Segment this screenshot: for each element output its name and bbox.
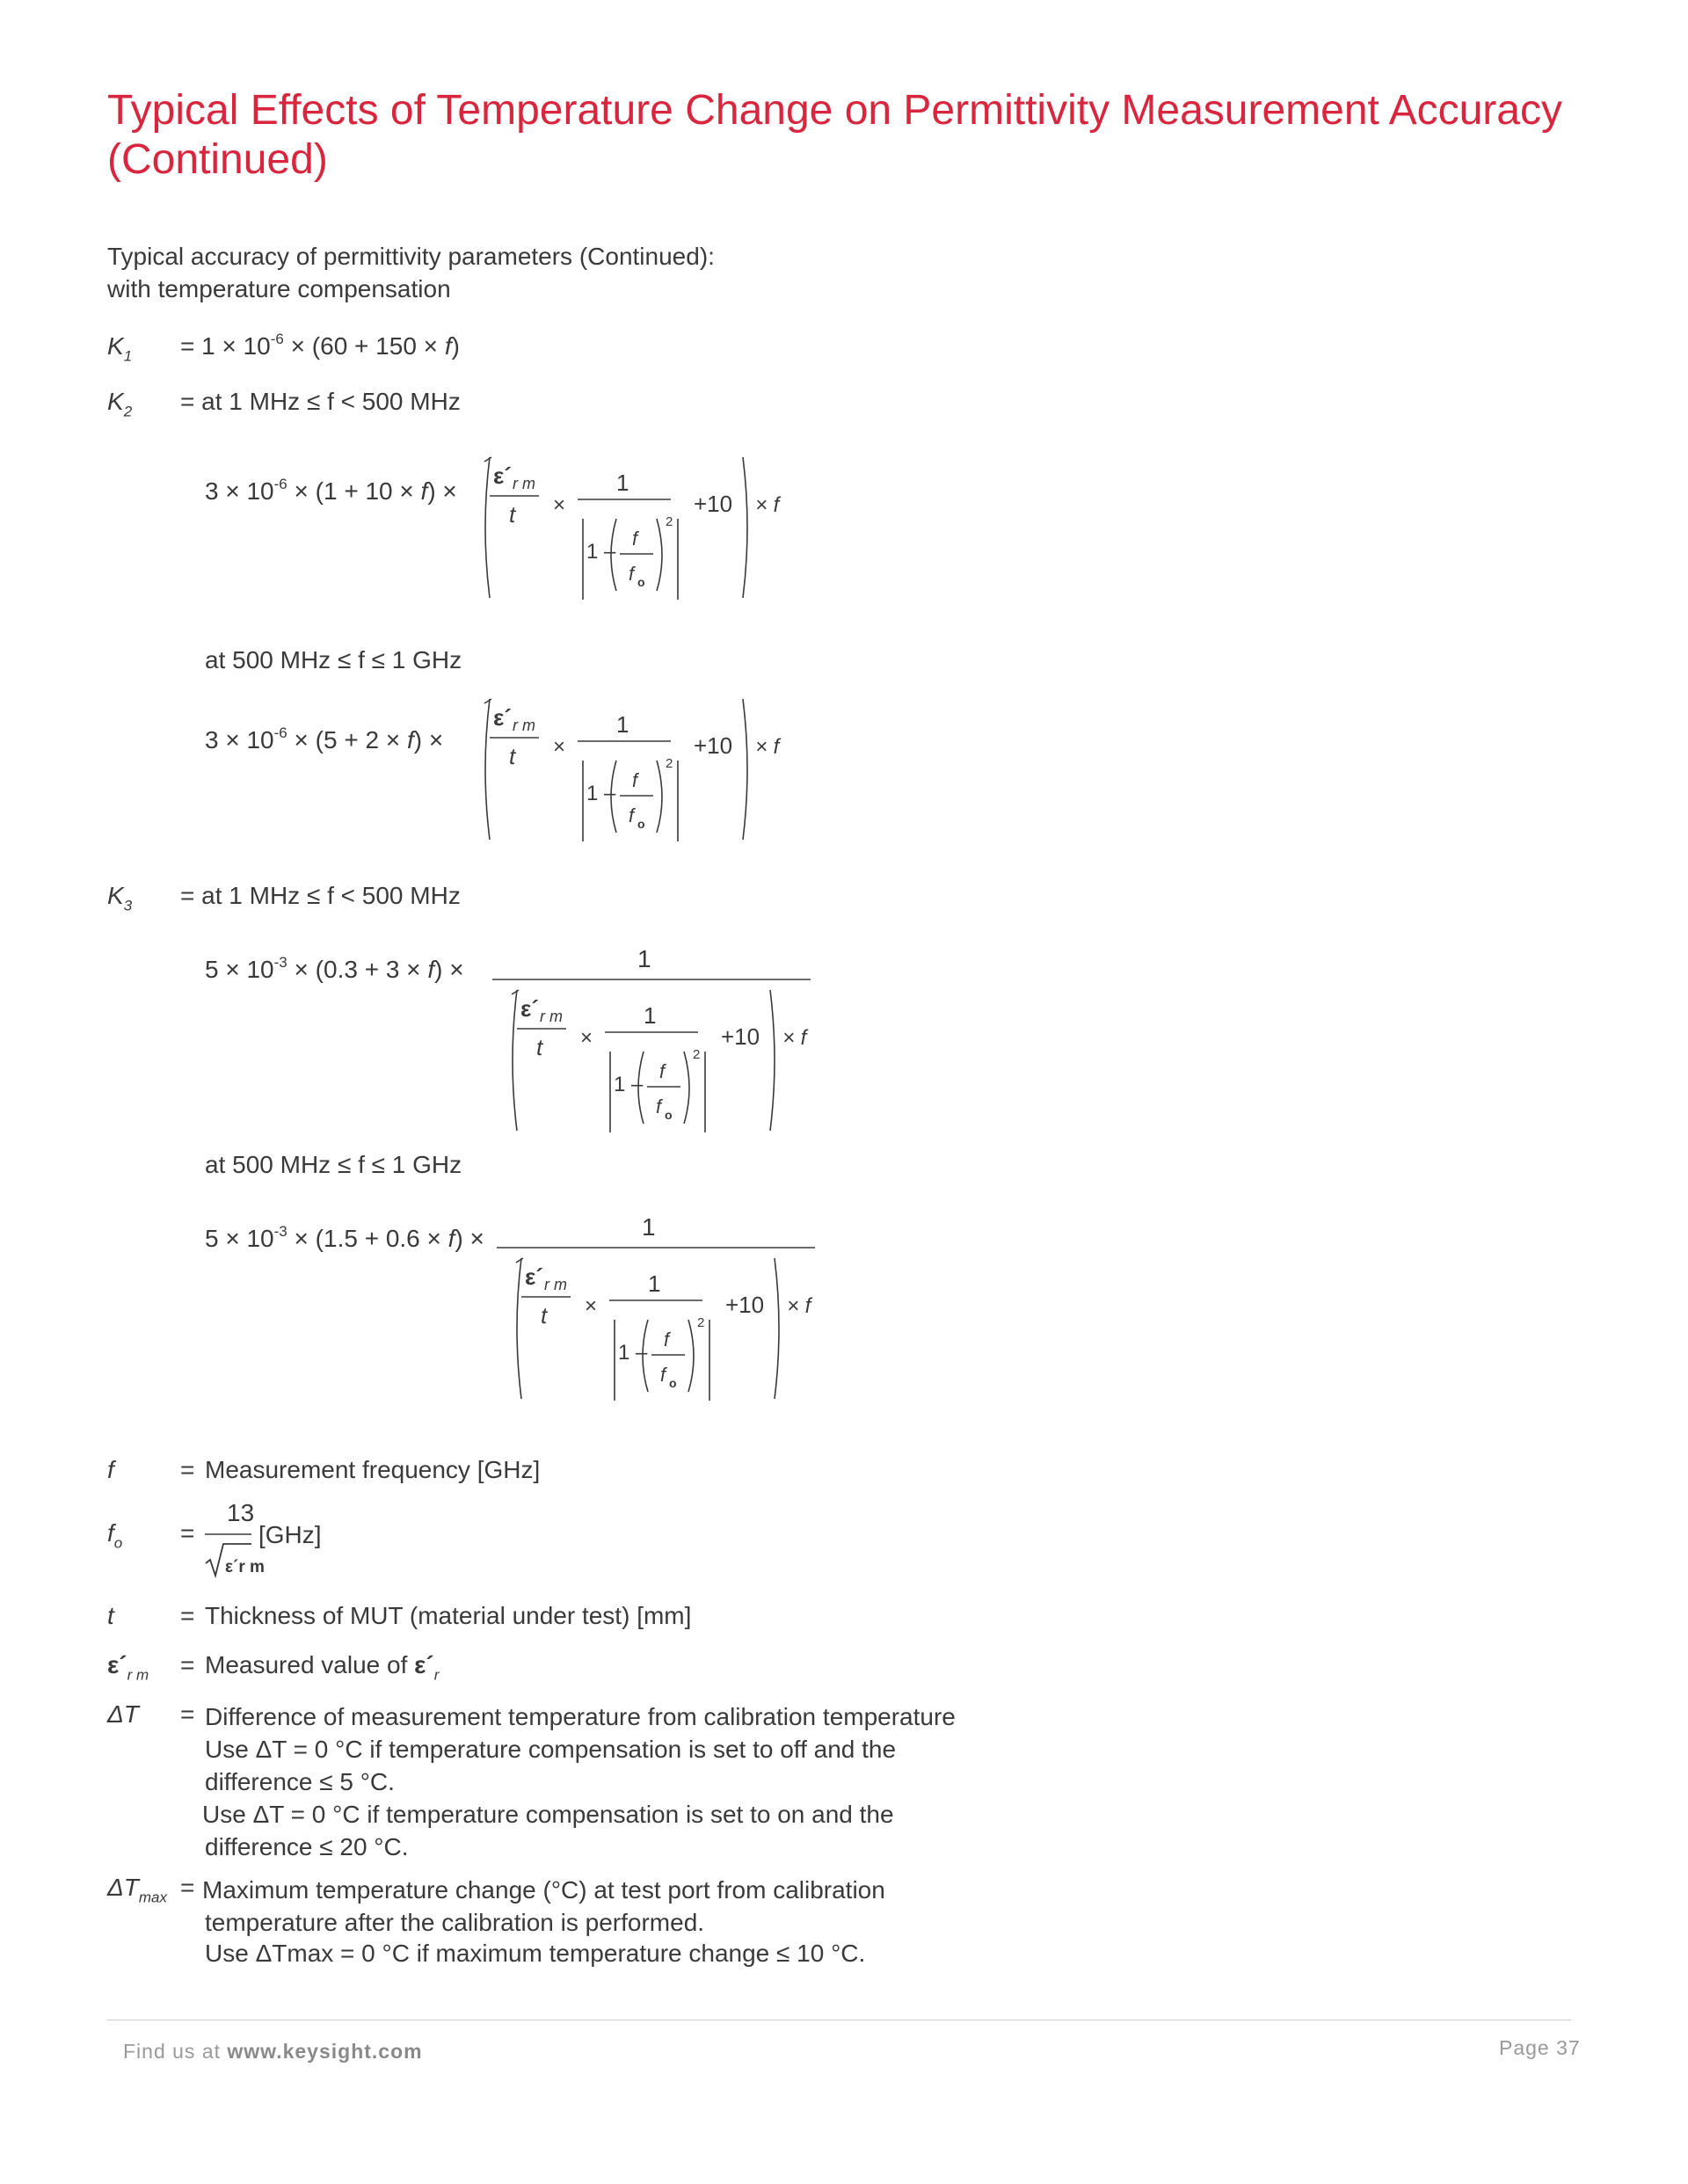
- small-right-paren: [657, 761, 662, 833]
- big-right-paren: [743, 457, 747, 598]
- times-f: × f: [787, 1294, 811, 1318]
- freq-fo-sub: o: [669, 1376, 677, 1390]
- epsilon-sub: r m: [544, 1276, 567, 1293]
- big-left-paren: [517, 1258, 521, 1399]
- big-left-paren: [485, 457, 490, 598]
- def-fo-eq: =: [180, 1519, 195, 1547]
- k1-formula: = $1 \times 10^{-6} \times (60 + 150 \times f)$: [180, 331, 460, 360]
- thickness-t: t: [541, 1302, 548, 1329]
- big-right-paren: [775, 1258, 779, 1399]
- freq-f: f: [632, 769, 638, 791]
- k2-fraction-2: [479, 695, 796, 844]
- k2-fraction-1: [479, 453, 796, 602]
- k3-fraction-1: [492, 941, 826, 1134]
- def-dt-line-4: Use ΔT = 0 °C if temperature compensation is set to on and the: [202, 1801, 894, 1828]
- squared: 2: [666, 514, 673, 529]
- squared: 2: [693, 1047, 701, 1062]
- def-fo-fraction: [200, 1495, 359, 1583]
- def-dtmax-line-3: Use ΔTmax = 0 °C if maximum temperature change ≤ 10 °C.: [205, 1940, 866, 1967]
- one-minus: 1 –: [586, 782, 616, 805]
- numerator-one: 1: [616, 711, 629, 738]
- freq-fo: f: [629, 563, 635, 585]
- k2-range-2: at 500 MHz ≤ f ≤ 1 GHz: [205, 646, 462, 673]
- def-dtmax-symbol: $\Delta T_{max}$: [107, 1874, 168, 1906]
- freq-fo: f: [660, 1364, 666, 1386]
- def-fo-symbol: $f_o$: [107, 1519, 123, 1552]
- def-f-eq: =: [180, 1456, 195, 1483]
- def-dtmax-line-2: temperature after the calibration is performed.: [205, 1909, 705, 1936]
- outer-numerator-one: 1: [637, 945, 651, 972]
- times-sign: ×: [580, 1026, 593, 1050]
- freq-f: f: [659, 1060, 666, 1082]
- one-minus: 1 –: [586, 540, 616, 564]
- times-sign: ×: [553, 735, 566, 759]
- epsilon-r-m: ε´: [525, 1263, 543, 1290]
- k1-symbol: $K_1$: [107, 332, 133, 365]
- thickness-t: t: [509, 501, 516, 528]
- big-right-paren: [770, 990, 775, 1131]
- def-dt-line-1: Difference of measurement temperature from calibration temperature: [205, 1703, 956, 1730]
- numerator-one: 1: [644, 1002, 657, 1029]
- def-fo-denominator: ε´r m: [225, 1558, 265, 1576]
- k2-range-1: = at 1 MHz ≤ f < 500 MHz: [180, 388, 461, 415]
- def-f-text: Measurement frequency [GHz]: [205, 1456, 541, 1483]
- squared: 2: [697, 1315, 705, 1330]
- k3-symbol: $K_3$: [107, 882, 133, 914]
- footer-find-us: Find us at www.keysight.com: [123, 2040, 423, 2063]
- intro-line-1: Typical accuracy of permittivity parameters (Continued):: [107, 243, 715, 270]
- times-f: × f: [755, 735, 780, 759]
- epsilon-sub: r m: [513, 717, 535, 734]
- plus-ten: +10: [694, 491, 733, 517]
- epsilon-r-m: ε´: [520, 995, 539, 1022]
- def-dtmax-eq: =: [180, 1874, 195, 1901]
- k3-fraction-2: [497, 1209, 831, 1402]
- def-dt-line-3: difference ≤ 5 °C.: [205, 1768, 395, 1795]
- def-t-text: Thickness of MUT (material under test) [mm]: [205, 1602, 692, 1629]
- def-eps-eq: =: [180, 1651, 195, 1678]
- k2-symbol: $K_2$: [107, 388, 133, 420]
- footer-link[interactable]: www.keysight.com: [227, 2040, 423, 2063]
- thickness-t: t: [509, 743, 516, 769]
- one-minus: 1 –: [614, 1073, 644, 1096]
- times-f: × f: [755, 493, 780, 517]
- freq-f: f: [632, 528, 638, 550]
- small-right-paren: [688, 1320, 694, 1392]
- k3-formula-1-prefix: $5 \times 10^{-3} \times (0.3 + 3 \times f)$ ×: [205, 954, 464, 983]
- times-f: × f: [782, 1026, 807, 1050]
- outer-numerator-one: 1: [642, 1213, 656, 1241]
- def-dt-symbol: ΔT: [107, 1700, 139, 1728]
- freq-fo-sub: o: [665, 1108, 673, 1122]
- def-fo-unit: [GHz]: [258, 1521, 322, 1548]
- def-dt-line-2: Use ΔT = 0 °C if temperature compensation is set to off and the: [205, 1736, 897, 1763]
- k3-formula-2-prefix: $5 \times 10^{-3} \times (1.5 + 0.6 \times f)$ ×: [205, 1223, 484, 1252]
- epsilon-sub: r m: [540, 1008, 563, 1025]
- freq-fo-sub: o: [637, 575, 645, 589]
- big-right-paren: [743, 699, 747, 840]
- freq-f: f: [664, 1329, 670, 1350]
- def-t-eq: =: [180, 1602, 195, 1629]
- small-right-paren: [684, 1052, 689, 1124]
- plus-ten: +10: [721, 1023, 760, 1050]
- epsilon-r-m: ε´: [493, 704, 512, 731]
- freq-fo: f: [629, 804, 635, 826]
- small-right-paren: [657, 519, 662, 591]
- def-dt-line-5: difference ≤ 20 °C.: [205, 1833, 409, 1860]
- def-dt-eq: =: [180, 1700, 195, 1728]
- k3-range-2: at 500 MHz ≤ f ≤ 1 GHz: [205, 1151, 462, 1178]
- k3-range-1: = at 1 MHz ≤ f < 500 MHz: [180, 882, 461, 909]
- page-title: Typical Effects of Temperature Change on Permittivity Measurement Accuracy (Continued): [107, 87, 1562, 183]
- k2-formula-2-prefix: $3 \times 10^{-6} \times (5 + 2 \times f)$ ×: [205, 724, 444, 753]
- one-minus: 1 –: [618, 1341, 648, 1365]
- epsilon-sub: r m: [513, 475, 535, 492]
- def-eps-text: Measured value of $\varepsilon´_r$: [205, 1651, 440, 1684]
- times-sign: ×: [553, 493, 566, 517]
- squared: 2: [666, 756, 673, 771]
- k2-formula-1-prefix: $3 \times 10^{-6} \times (1 + 10 \times f)$ ×: [205, 476, 457, 505]
- numerator-one: 1: [648, 1270, 661, 1297]
- def-f-symbol: f: [107, 1456, 114, 1483]
- def-t-symbol: t: [107, 1602, 114, 1629]
- freq-fo: f: [656, 1096, 662, 1117]
- big-left-paren: [513, 990, 517, 1131]
- plus-ten: +10: [694, 732, 733, 759]
- def-fo-numerator: 13: [227, 1499, 255, 1526]
- numerator-one: 1: [616, 470, 629, 496]
- footer-page-number: Page 37: [1499, 2036, 1581, 2059]
- big-left-paren: [485, 699, 490, 840]
- freq-fo-sub: o: [637, 817, 645, 831]
- thickness-t: t: [536, 1034, 543, 1060]
- epsilon-r-m: ε´: [493, 462, 512, 489]
- times-sign: ×: [585, 1294, 598, 1318]
- def-dtmax-line-1: Maximum temperature change (°C) at test port from calibration: [202, 1876, 885, 1904]
- plus-ten: +10: [725, 1292, 765, 1318]
- def-eps-symbol: $\varepsilon´_{r m}$: [107, 1651, 149, 1684]
- intro-line-2: with temperature compensation: [107, 275, 451, 302]
